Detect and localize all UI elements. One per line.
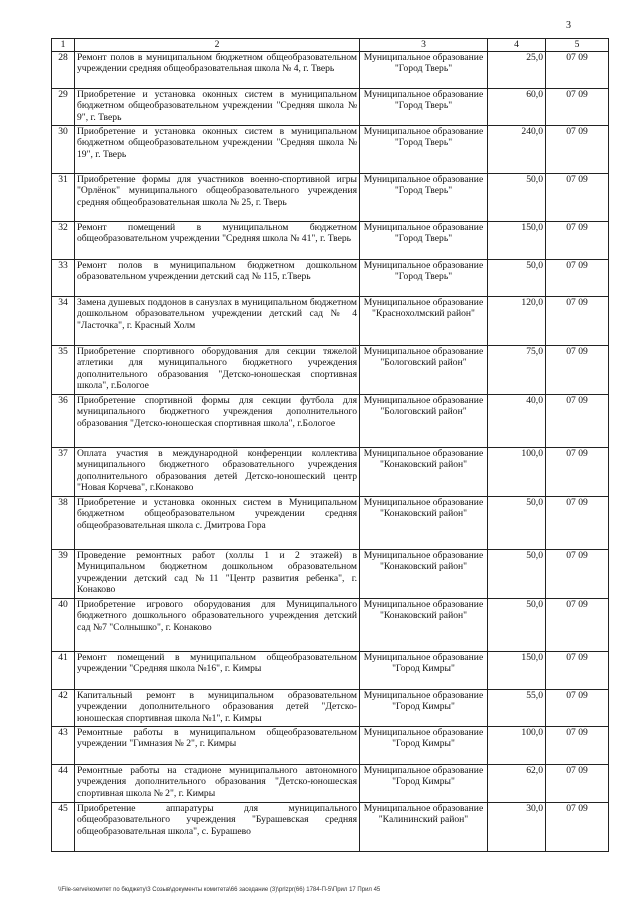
row-amount: 40,0 — [488, 394, 546, 447]
table-row — [52, 598, 609, 651]
row-code: 07 09 — [546, 345, 609, 394]
row-amount: 50,0 — [488, 496, 546, 549]
table-row — [52, 689, 609, 726]
row-description: Оплата участия в международной конференции коллектива муниципального бюджетного образовательного учреждения дополнительного образования детей Детско-юношеский центр "Новая Корчева", г.Конаково — [75, 447, 360, 496]
row-description: Ремонтные работы на стадионе муниципального автономного учреждения дополнительного образования "Детско-юношеская спортивная школа № 2", г. Кимры — [75, 764, 360, 802]
row-amount: 25,0 — [488, 51, 546, 88]
row-number: 36 — [52, 394, 75, 447]
row-code: 07 09 — [546, 496, 609, 549]
row-municipality: Муниципальное образование "Калининский район" — [360, 802, 488, 851]
row-municipality: Муниципальное образование "Конаковский район" — [360, 447, 488, 496]
column-number-row — [52, 39, 609, 52]
budget-table — [51, 38, 609, 852]
row-amount: 62,0 — [488, 764, 546, 802]
row-code: 07 09 — [546, 88, 609, 125]
row-code: 07 09 — [546, 549, 609, 598]
row-code: 07 09 — [546, 447, 609, 496]
row-description: Проведение ремонтных работ (холлы 1 и 2 этажей) в Муниципальном бюджетном дошкольном образовательном учреждении детский сад №11 "Центр развития ребенка", г. Конаково — [75, 549, 360, 598]
row-municipality: Муниципальное образование "Город Тверь" — [360, 173, 488, 221]
row-description: Замена душевых поддонов в санузлах в муниципальном бюджетном дошкольном образовательном учреждении детский сад № 4 "Ласточка", г. Красный Холм — [75, 296, 360, 345]
row-description: Приобретение формы для участников военно-спортивной игры "Орлёнок" муниципального общеобразовательного учреждения средняя общеобразовательная школа № 25, г. Тверь — [75, 173, 360, 221]
row-amount: 100,0 — [488, 726, 546, 764]
row-number: 44 — [52, 764, 75, 802]
row-description: Ремонт полов в муниципальном бюджетном дошкольном образовательном учреждении детский сад № 115, г.Тверь — [75, 259, 360, 296]
table-row — [52, 125, 609, 173]
row-number: 42 — [52, 689, 75, 726]
row-municipality: Муниципальное образование "Бологовский район" — [360, 345, 488, 394]
row-municipality: Муниципальное образование "Город Тверь" — [360, 259, 488, 296]
row-amount: 55,0 — [488, 689, 546, 726]
row-amount: 30,0 — [488, 802, 546, 851]
row-number: 31 — [52, 173, 75, 221]
row-code: 07 09 — [546, 173, 609, 221]
row-number: 28 — [52, 51, 75, 88]
row-code: 07 09 — [546, 394, 609, 447]
row-amount: 100,0 — [488, 447, 546, 496]
table-row — [52, 651, 609, 689]
row-description: Приобретение игрового оборудования для Муниципального бюджетного дошкольного образовательного учреждения детский сад №7 "Солнышко", г. Конаково — [75, 598, 360, 651]
row-number: 41 — [52, 651, 75, 689]
row-description: Приобретение и установка оконных систем в Муниципальном бюджетном общеобразовательном учреждении средняя общеобразовательная школа с. Дмитрова Гора — [75, 496, 360, 549]
row-municipality: Муниципальное образование "Город Тверь" — [360, 51, 488, 88]
row-description: Приобретение аппаратуры для муниципального общеобразовательного учреждения "Бурашевская средняя общеобразовательная школа", с. Бурашево — [75, 802, 360, 851]
row-municipality: Муниципальное образование "Город Кимры" — [360, 651, 488, 689]
row-code: 07 09 — [546, 51, 609, 88]
row-description: Ремонт помещений в муниципальном общеобразовательном учреждении "Средняя школа №16", г. Кимры — [75, 651, 360, 689]
row-amount: 50,0 — [488, 598, 546, 651]
row-number: 34 — [52, 296, 75, 345]
row-municipality: Муниципальное образование "Город Тверь" — [360, 125, 488, 173]
row-number: 33 — [52, 259, 75, 296]
table-row — [52, 802, 609, 851]
table-row — [52, 345, 609, 394]
row-amount: 240,0 — [488, 125, 546, 173]
row-number: 38 — [52, 496, 75, 549]
table-row — [52, 764, 609, 802]
table-row — [52, 447, 609, 496]
row-number: 29 — [52, 88, 75, 125]
column-number: 1 — [52, 39, 75, 52]
row-amount: 75,0 — [488, 345, 546, 394]
row-amount: 50,0 — [488, 173, 546, 221]
row-municipality: Муниципальное образование "Город Кимры" — [360, 689, 488, 726]
row-description: Приобретение и установка оконных систем в муниципальном бюджетном общеобразовательном учреждении "Средняя школа № 9", г. Тверь — [75, 88, 360, 125]
row-code: 07 09 — [546, 598, 609, 651]
row-number: 43 — [52, 726, 75, 764]
row-code: 07 09 — [546, 764, 609, 802]
row-number: 45 — [52, 802, 75, 851]
row-code: 07 09 — [546, 651, 609, 689]
row-description: Приобретение и установка оконных систем в муниципальном бюджетном общеобразовательном учреждении "Средняя школа № 19", г. Тверь — [75, 125, 360, 173]
table-row — [52, 549, 609, 598]
table-row — [52, 173, 609, 221]
row-amount: 50,0 — [488, 549, 546, 598]
row-amount: 150,0 — [488, 651, 546, 689]
column-number: 4 — [488, 39, 546, 52]
row-amount: 120,0 — [488, 296, 546, 345]
row-number: 35 — [52, 345, 75, 394]
file-path-footer: \\File-serve\комитет по бюджету\3 Созыв\документы комитета\66 заседание (3)\prlzpr(66) 1784-П-5\Прил 17 Прил 45 — [58, 887, 381, 893]
row-code: 07 09 — [546, 802, 609, 851]
row-code: 07 09 — [546, 259, 609, 296]
row-code: 07 09 — [546, 689, 609, 726]
table-row — [52, 496, 609, 549]
row-municipality: Муниципальное образование "Город Кимры" — [360, 764, 488, 802]
table-row — [52, 726, 609, 764]
row-number: 32 — [52, 221, 75, 259]
table-row — [52, 88, 609, 125]
column-number: 3 — [360, 39, 488, 52]
row-amount: 50,0 — [488, 259, 546, 296]
table-row — [52, 51, 609, 88]
row-number: 30 — [52, 125, 75, 173]
table-row — [52, 221, 609, 259]
row-amount: 150,0 — [488, 221, 546, 259]
row-municipality: Муниципальное образование "Город Тверь" — [360, 221, 488, 259]
column-number: 2 — [75, 39, 360, 52]
table-row — [52, 259, 609, 296]
row-code: 07 09 — [546, 125, 609, 173]
row-municipality: Муниципальное образование "Город Кимры" — [360, 726, 488, 764]
row-number: 37 — [52, 447, 75, 496]
row-municipality: Муниципальное образование "Бологовский район" — [360, 394, 488, 447]
row-municipality: Муниципальное образование "Город Тверь" — [360, 88, 488, 125]
row-amount: 60,0 — [488, 88, 546, 125]
row-municipality: Муниципальное образование "Конаковский район" — [360, 496, 488, 549]
row-code: 07 09 — [546, 726, 609, 764]
row-description: Приобретение спортивной формы для секции футбола для муниципального бюджетного учреждения дополнительного образования "Детско-юношеская спортивная школа", г.Бологое — [75, 394, 360, 447]
row-municipality: Муниципальное образование "Конаковский район" — [360, 549, 488, 598]
row-number: 40 — [52, 598, 75, 651]
row-description: Приобретение спортивного оборудования для секции тяжелой атлетики для муниципального бюджетного учреждения дополнительного образования "Детско-юношеская спортивная школа", г.Бологое — [75, 345, 360, 394]
row-description: Капитальный ремонт в муниципальном образовательном учреждении дополнительного образования детей "Детско-юношеская спортивная школа №1", г. Кимры — [75, 689, 360, 726]
row-municipality: Муниципальное образование "Краснохолмский район" — [360, 296, 488, 345]
table-row — [52, 296, 609, 345]
row-description: Ремонтные работы в муниципальном общеобразовательном учреждении "Гимназия № 2", г. Кимры — [75, 726, 360, 764]
row-number: 39 — [52, 549, 75, 598]
table-row — [52, 394, 609, 447]
row-description: Ремонт помещений в муниципальном бюджетном общеобразовательном учреждении "Средняя школа № 41", г. Тверь — [75, 221, 360, 259]
page-number: 3 — [566, 20, 571, 31]
row-code: 07 09 — [546, 296, 609, 345]
row-code: 07 09 — [546, 221, 609, 259]
row-description: Ремонт полов в муниципальном бюджетном общеобразовательном учреждении средняя общеобразовательная школа № 4, г. Тверь — [75, 51, 360, 88]
row-municipality: Муниципальное образование "Конаковский район" — [360, 598, 488, 651]
column-number: 5 — [546, 39, 609, 52]
